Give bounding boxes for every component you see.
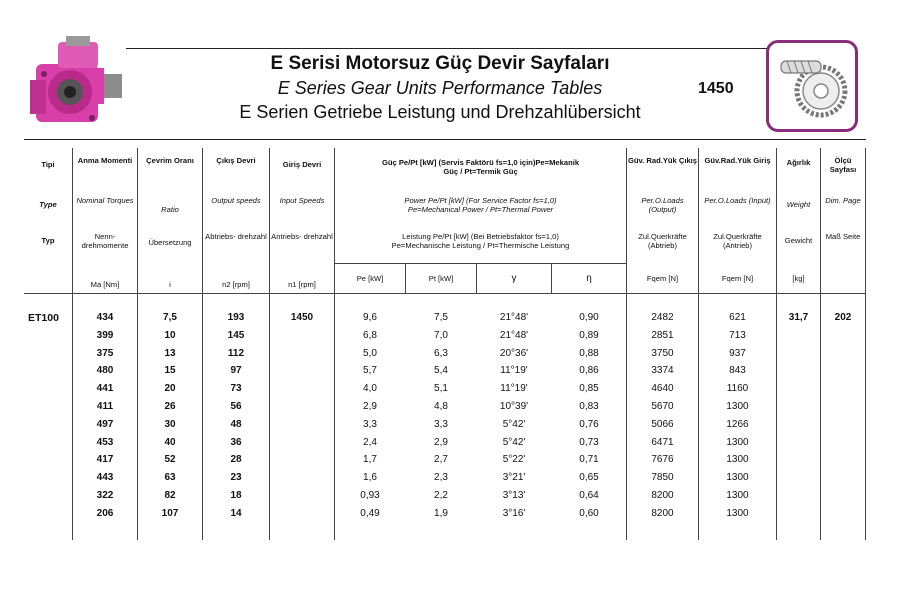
cell-gamma: 5°42': [502, 436, 526, 448]
cell-pe: 0,93: [360, 490, 380, 501]
group-weight: 31,7: [788, 312, 809, 323]
cell-fout: 2482: [651, 312, 674, 323]
cell-i: 20: [164, 383, 176, 395]
cell-ma: 480: [96, 365, 114, 377]
col-output-load-unit: Fqem [N]: [646, 274, 679, 283]
col-dim-page-tr: Ölçü Sayfası: [829, 156, 857, 174]
cell-pt: 2,7: [434, 454, 448, 466]
cell-pt: 7,5: [434, 312, 448, 323]
col-input-load-tr: Güv.Rad.Yük Giriş: [704, 156, 771, 165]
cell-n2: 97: [230, 365, 242, 377]
cell-n2: 48: [230, 418, 242, 430]
cell-ma: 411: [96, 401, 114, 412]
col-type-tr: Tipi: [41, 160, 55, 169]
cell-gamma: 5°22': [502, 454, 526, 466]
cell-gamma: 21°48': [499, 329, 529, 341]
row-divider: [24, 293, 866, 294]
col-power-tr-1: Güç Pe/Pt [kW] (Servis Faktörü fs=1,0 için)Pe=Mekanik: [381, 158, 580, 167]
cell-ma: 497: [96, 418, 114, 430]
cell-i: 52: [164, 454, 176, 466]
gear-unit-product-image: [22, 34, 132, 130]
cell-pe: 1,6: [363, 472, 377, 484]
col-ratio-tr: Çevrim Oranı: [146, 156, 194, 165]
cell-ma: 417: [96, 454, 114, 466]
page-title-english: E Series Gear Units Performance Tables: [277, 78, 603, 98]
cell-fout: 8200: [651, 507, 674, 519]
col-power-en-1: Power Pe/Pt [kW] (For Service Factor fs=1,0): [404, 196, 557, 205]
cell-gamma: 11°19': [500, 383, 528, 395]
cell-pt: 1,9: [434, 507, 448, 519]
cell-pt: 2,2: [434, 490, 448, 501]
cell-i: 13: [164, 347, 176, 359]
col-power-de-1: Leistung Pe/Pt [kW] (Bei Betriebsfaktor fs=1,0): [402, 232, 559, 241]
col-power-de-2: Pe=Mechanische Leistung / Pt=Thermische Leistung: [391, 241, 570, 250]
cell-gamma: 21°48': [499, 312, 529, 323]
cell-fin: 1300: [726, 490, 749, 501]
cell-pe: 2,9: [363, 401, 377, 412]
col-torque-unit: Ma [Nm]: [90, 280, 120, 289]
cell-fin: 1300: [726, 436, 749, 448]
cell-fin: 621: [729, 312, 746, 323]
cell-fout: 7676: [651, 454, 674, 466]
worm-gear-icon-frame: [766, 40, 858, 132]
col-divider: [269, 148, 270, 540]
col-divider: [865, 148, 866, 540]
cell-eta: 0,64: [579, 490, 599, 501]
col-input-load-en: Per.O.Loads (Input): [704, 196, 771, 205]
cell-fout: 8200: [651, 490, 674, 501]
cell-pe: 5,7: [363, 365, 377, 377]
cell-n2: 28: [230, 454, 242, 466]
cell-eta: 0,60: [579, 507, 599, 519]
cell-fout: 3374: [651, 365, 674, 377]
cell-fout: 2851: [651, 329, 674, 341]
cell-pt: 2,9: [434, 436, 448, 448]
col-output-load-en: Per.O.Loads (Output): [641, 196, 684, 214]
col-output-speed-de: Abtriebs- drehzahl: [205, 232, 267, 241]
cell-gamma: 3°16': [502, 507, 526, 519]
cell-i: 82: [164, 490, 176, 501]
cell-ma: 453: [96, 436, 114, 448]
cell-ma: 443: [96, 472, 114, 484]
cell-fin: 843: [729, 365, 746, 377]
cell-fin: 1160: [726, 383, 749, 395]
cell-fout: 3750: [651, 347, 674, 359]
cell-eta: 0,88: [579, 347, 599, 359]
col-dim-page-de: Maß Seite: [825, 232, 861, 241]
cell-i: 15: [164, 365, 176, 377]
cell-eta: 0,71: [579, 454, 599, 466]
cell-fout: 6471: [651, 436, 674, 448]
col-input-speed-tr: Giriş Devri: [282, 160, 322, 169]
col-torque-en: Nominal Torques: [76, 196, 134, 205]
cell-eta: 0,65: [579, 472, 599, 484]
cell-n2: 36: [230, 436, 242, 448]
cell-i: 26: [164, 401, 176, 412]
col-weight-de: Gewicht: [784, 236, 813, 245]
cell-ma: 206: [96, 507, 114, 519]
col-torque-tr: Anma Momenti: [77, 156, 133, 165]
col-type-en: Type: [39, 200, 57, 209]
cell-fin: 713: [729, 329, 746, 341]
cell-eta: 0,85: [579, 383, 599, 395]
cell-gamma: 20°36': [499, 347, 529, 359]
cell-pe: 4,0: [363, 383, 377, 395]
cell-i: 30: [164, 418, 176, 430]
col-ratio-en: Ratio: [161, 205, 179, 214]
header-bottom-rule: [24, 139, 866, 140]
cell-pt: 6,3: [434, 347, 448, 359]
cell-gamma: 5°42': [502, 418, 526, 430]
col-input-speed-en: Input Speeds: [279, 196, 325, 205]
cell-i: 7,5: [163, 312, 177, 323]
cell-eta: 0,83: [579, 401, 599, 412]
col-power-en-2: Pe=Mechanical Power / Pt=Thermal Power: [407, 205, 554, 214]
cell-ma: 399: [96, 329, 114, 341]
col-gamma-unit: γ: [511, 273, 517, 284]
col-weight-tr: Ağırlık: [786, 158, 811, 167]
col-input-load-unit: Fqem [N]: [721, 274, 754, 283]
cell-gamma: 3°21': [502, 472, 526, 484]
cell-pt: 5,1: [434, 383, 448, 395]
cell-n2: 73: [230, 383, 242, 395]
cell-fin: 1300: [726, 401, 749, 412]
cell-pe: 1,7: [363, 454, 377, 466]
col-input-speed-unit: n1 [rpm]: [288, 280, 316, 289]
col-ratio-unit: i: [169, 280, 171, 289]
input-speed-heading: 1450: [698, 80, 734, 97]
col-input-speed-de: Antriebs- drehzahl: [271, 232, 333, 241]
cell-i: 40: [164, 436, 176, 448]
cell-i: 107: [161, 507, 179, 519]
cell-gamma: 10°39': [499, 401, 529, 412]
col-pe-unit: Pe [kW]: [356, 274, 384, 283]
cell-eta: 0,90: [579, 312, 599, 323]
cell-eta: 0,73: [579, 436, 599, 448]
col-torque-de: Nenn- drehmomente: [81, 232, 129, 250]
col-eta-unit: η: [586, 273, 592, 284]
cell-n2: 14: [230, 507, 242, 519]
cell-pe: 6,8: [363, 329, 377, 341]
col-type-de: Typ: [41, 236, 55, 245]
cell-n2: 193: [227, 312, 245, 323]
group-dim-page: 202: [834, 312, 852, 323]
cell-fin: 1300: [726, 507, 749, 519]
cell-pt: 4,8: [434, 401, 448, 412]
cell-pt: 5,4: [434, 365, 448, 377]
cell-ma: 434: [96, 312, 114, 323]
page-title-block: [190, 52, 690, 124]
cell-n2: 56: [230, 401, 242, 412]
cell-pe: 0,49: [360, 507, 380, 519]
cell-pe: 5,0: [363, 347, 377, 359]
cell-pe: 9,6: [363, 312, 377, 323]
cell-n2: 18: [230, 490, 242, 501]
cell-eta: 0,86: [579, 365, 599, 377]
cell-n2: 23: [230, 472, 242, 484]
cell-i: 63: [164, 472, 176, 484]
cell-pt: 7,0: [434, 329, 448, 341]
cell-gamma: 3°13': [502, 490, 526, 501]
cell-pe: 3,3: [363, 418, 377, 430]
cell-eta: 0,89: [579, 329, 599, 341]
col-pt-unit: Pt [kW]: [428, 274, 454, 283]
page-title-turkish: E Serisi Motorsuz Güç Devir Sayfaları: [270, 53, 610, 74]
col-ratio-de: Übersetzung: [148, 238, 192, 247]
cell-fout: 5670: [651, 401, 674, 412]
cell-pe: 2,4: [363, 436, 377, 448]
cell-fin: 1266: [726, 418, 749, 430]
cell-pt: 2,3: [434, 472, 448, 484]
col-input-load-de: Zul.Querkräfte (Antrieb): [713, 232, 762, 250]
header-top-rule: [126, 48, 778, 49]
cell-pt: 3,3: [434, 418, 448, 430]
col-output-speed-en: Output speeds: [211, 196, 261, 205]
cell-i: 10: [164, 329, 176, 341]
col-power-tr-2: Güç / Pt=Termik Güç: [443, 167, 518, 176]
cell-ma: 322: [96, 490, 114, 501]
cell-gamma: 11°19': [500, 365, 528, 377]
type-cell: ET100: [28, 312, 59, 324]
cell-n2: 145: [227, 329, 245, 341]
col-dim-page-en: Dim. Page: [825, 196, 861, 205]
cell-fin: 1300: [726, 454, 749, 466]
cell-fout: 5066: [651, 418, 674, 430]
row-divider: [334, 263, 626, 264]
col-output-speed-tr: Çıkış Devri: [216, 156, 256, 165]
cell-fout: 4640: [651, 383, 674, 395]
page-title-german: E Serien Getriebe Leistung und Drehzahlübersicht: [239, 102, 641, 122]
group-input-speed: 1450: [290, 312, 314, 323]
cell-ma: 375: [96, 347, 114, 359]
cell-fin: 1300: [726, 472, 749, 484]
col-weight-unit: [kg]: [792, 274, 805, 283]
col-divider: [820, 148, 821, 540]
worm-gear-icon: [777, 53, 849, 119]
cell-fin: 937: [729, 347, 746, 359]
col-weight-en: Weight: [786, 200, 811, 209]
col-output-speed-unit: n2 [rpm]: [222, 280, 250, 289]
cell-eta: 0,76: [579, 418, 599, 430]
cell-fout: 7850: [651, 472, 674, 484]
col-output-load-tr: Güv. Rad.Yük Çıkış: [627, 156, 698, 165]
cell-ma: 441: [96, 383, 114, 395]
col-output-load-de: Zul.Querkräfte (Abtrieb): [638, 232, 687, 250]
cell-n2: 112: [227, 347, 245, 359]
